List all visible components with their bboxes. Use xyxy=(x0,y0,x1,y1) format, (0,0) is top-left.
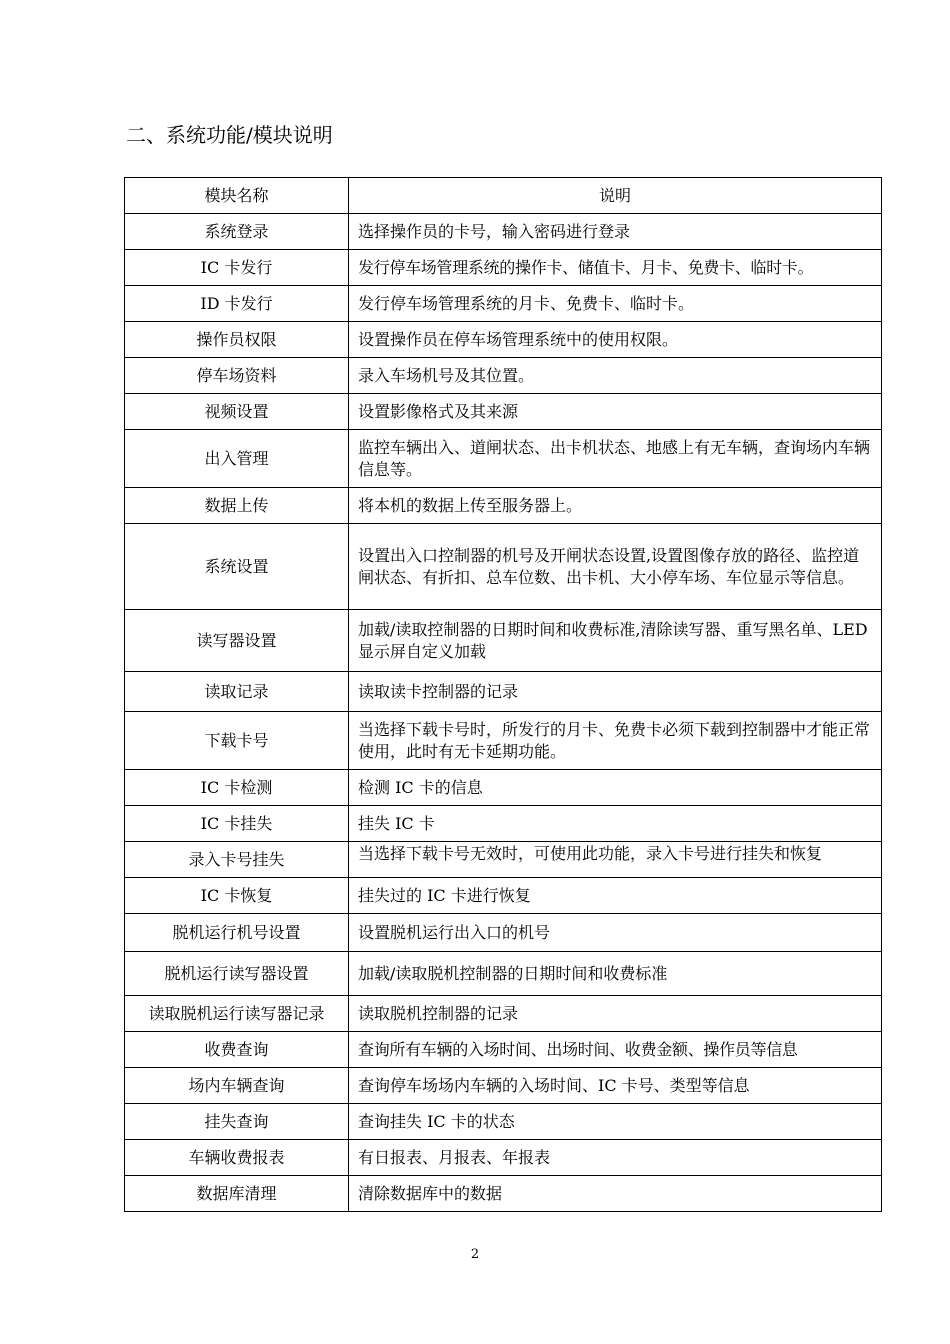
module-description: 选择操作员的卡号，输入密码进行登录 xyxy=(349,214,882,250)
module-description: 有日报表、月报表、年报表 xyxy=(349,1140,882,1176)
header-description: 说明 xyxy=(349,178,882,214)
table-header-row xyxy=(125,178,882,214)
module-name: 操作员权限 xyxy=(125,322,349,358)
table-row xyxy=(125,952,882,996)
table-row xyxy=(125,1032,882,1068)
table-row xyxy=(125,322,882,358)
table-row xyxy=(125,488,882,524)
module-name: 读写器设置 xyxy=(125,610,349,672)
module-description: 将本机的数据上传至服务器上。 xyxy=(349,488,882,524)
module-description: 设置影像格式及其来源 xyxy=(349,394,882,430)
module-name: 读取脱机运行读写器记录 xyxy=(125,996,349,1032)
module-name: 车辆收费报表 xyxy=(125,1140,349,1176)
module-table xyxy=(124,177,882,1212)
table-row xyxy=(125,1104,882,1140)
module-description: 查询挂失 IC 卡的状态 xyxy=(349,1104,882,1140)
module-name: ID 卡发行 xyxy=(125,286,349,322)
module-description: 查询所有车辆的入场时间、出场时间、收费金额、操作员等信息 xyxy=(349,1032,882,1068)
header-module-name: 模块名称 xyxy=(125,178,349,214)
module-name: 收费查询 xyxy=(125,1032,349,1068)
module-name: IC 卡恢复 xyxy=(125,878,349,914)
module-description: 查询停车场场内车辆的入场时间、IC 卡号、类型等信息 xyxy=(349,1068,882,1104)
module-description: 当选择下载卡号无效时，可使用此功能，录入卡号进行挂失和恢复 xyxy=(358,844,823,863)
module-description: 检测 IC 卡的信息 xyxy=(349,770,882,806)
table-row xyxy=(125,806,882,842)
module-description: 读取读卡控制器的记录 xyxy=(349,672,882,712)
table-row xyxy=(125,214,882,250)
table-row xyxy=(125,996,882,1032)
table-row xyxy=(125,358,882,394)
module-name: IC 卡发行 xyxy=(125,250,349,286)
module-name: 下载卡号 xyxy=(125,712,349,770)
module-name: 挂失查询 xyxy=(125,1104,349,1140)
table-row xyxy=(125,610,882,672)
table-row xyxy=(125,430,882,488)
page-number: 2 xyxy=(470,1247,480,1262)
module-name: 录入卡号挂失 xyxy=(125,842,349,878)
module-description: 设置脱机运行出入口的机号 xyxy=(349,914,882,952)
module-name: 脱机运行机号设置 xyxy=(125,914,349,952)
module-name: IC 卡检测 xyxy=(125,770,349,806)
module-description: 设置操作员在停车场管理系统中的使用权限。 xyxy=(349,322,882,358)
module-description: 设置出入口控制器的机号及开闸状态设置,设置图像存放的路径、监控道闸状态、有折扣、总车位数、出卡机、大小停车场、车位显示等信息。 xyxy=(349,524,882,610)
module-description: 发行停车场管理系统的操作卡、储值卡、月卡、免费卡、临时卡。 xyxy=(349,250,882,286)
module-name: 系统设置 xyxy=(125,524,349,610)
module-name: 停车场资料 xyxy=(125,358,349,394)
module-description: 监控车辆出入、道闸状态、出卡机状态、地感上有无车辆，查询场内车辆信息等。 xyxy=(349,430,882,488)
module-description: 挂失过的 IC 卡进行恢复 xyxy=(349,878,882,914)
table-row xyxy=(125,524,882,610)
module-description: 读取脱机控制器的记录 xyxy=(349,996,882,1032)
table-row xyxy=(125,1140,882,1176)
table-row xyxy=(125,712,882,770)
table-row xyxy=(125,914,882,952)
table-row xyxy=(125,1176,882,1212)
module-name: IC 卡挂失 xyxy=(125,806,349,842)
page-heading: 二、系统功能/模块说明 xyxy=(126,123,333,147)
module-name: 出入管理 xyxy=(125,430,349,488)
module-description: 录入车场机号及其位置。 xyxy=(349,358,882,394)
table-row xyxy=(125,770,882,806)
module-name: 视频设置 xyxy=(125,394,349,430)
module-description: 挂失 IC 卡 xyxy=(349,806,882,842)
table-row xyxy=(125,878,882,914)
module-name: 数据上传 xyxy=(125,488,349,524)
module-description: 当选择下载卡号时，所发行的月卡、免费卡必须下载到控制器中才能正常使用，此时有无卡延期功能。 xyxy=(349,712,882,770)
table-row xyxy=(125,672,882,712)
module-name: 系统登录 xyxy=(125,214,349,250)
table-row xyxy=(125,842,882,878)
module-name: 读取记录 xyxy=(125,672,349,712)
module-name: 数据库清理 xyxy=(125,1176,349,1212)
module-description: 加载/读取脱机控制器的日期时间和收费标准 xyxy=(349,952,882,996)
module-name: 场内车辆查询 xyxy=(125,1068,349,1104)
module-name: 脱机运行读写器设置 xyxy=(125,952,349,996)
table-row xyxy=(125,250,882,286)
module-description: 加载/读取控制器的日期时间和收费标准,清除读写器、重写黑名单、LED 显示屏自定义加载 xyxy=(349,610,882,672)
table-row xyxy=(125,1068,882,1104)
table-row xyxy=(125,286,882,322)
module-description: 发行停车场管理系统的月卡、免费卡、临时卡。 xyxy=(349,286,882,322)
module-description: 清除数据库中的数据 xyxy=(349,1176,882,1212)
table-row xyxy=(125,394,882,430)
